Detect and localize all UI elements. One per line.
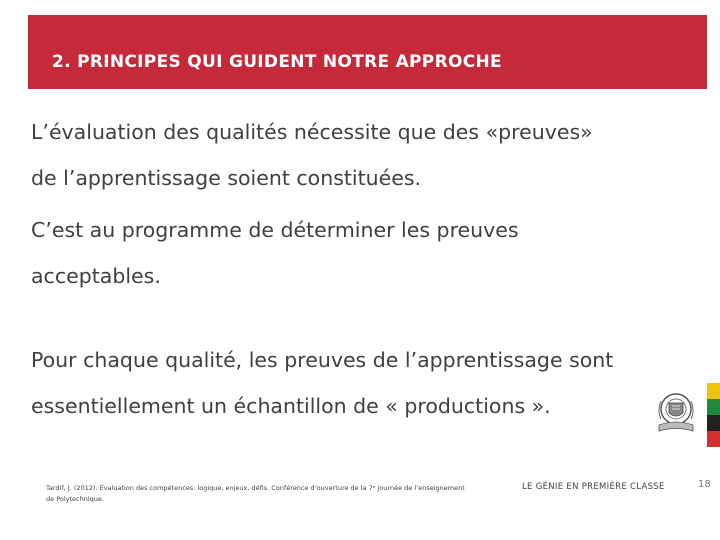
slide-title: 2. PRINCIPES QUI GUIDENT NOTRE APPROCHE [52,52,502,72]
footer-tagline: LE GÉNIE EN PREMIÈRE CLASSE [522,482,665,492]
paragraph-line: de l’apprentissage soient constituées. [31,166,422,190]
stripe-black [707,415,720,431]
paragraph-line: essentiellement un échantillon de « productions ». [31,394,551,418]
stripe-yellow [707,383,720,399]
paragraph-line: Pour chaque qualité, les preuves de l’apprentissage sont [31,348,614,372]
footer-reference: Tardif, J. (2012). Évaluation des compétences: logique, enjeux, défis. Conférence d’ouverture de la 7ᵉ journée de l’enseignement de Polytechnique. [46,484,465,503]
paragraph-evaluation [31,109,593,201]
paragraph-programme [31,207,519,299]
page-number: 18 [698,479,711,490]
paragraph-qualite [31,337,613,429]
stripe-green [707,399,720,415]
paragraph-line: C’est au programme de déterminer les preuves [31,218,519,242]
paragraph-line: L’évaluation des qualités nécessite que des «preuves» [31,120,593,144]
logo-stripes [707,383,720,447]
paragraph-line: acceptables. [31,264,161,288]
stripe-red [707,431,720,447]
polytechnique-seal-icon [651,389,701,439]
